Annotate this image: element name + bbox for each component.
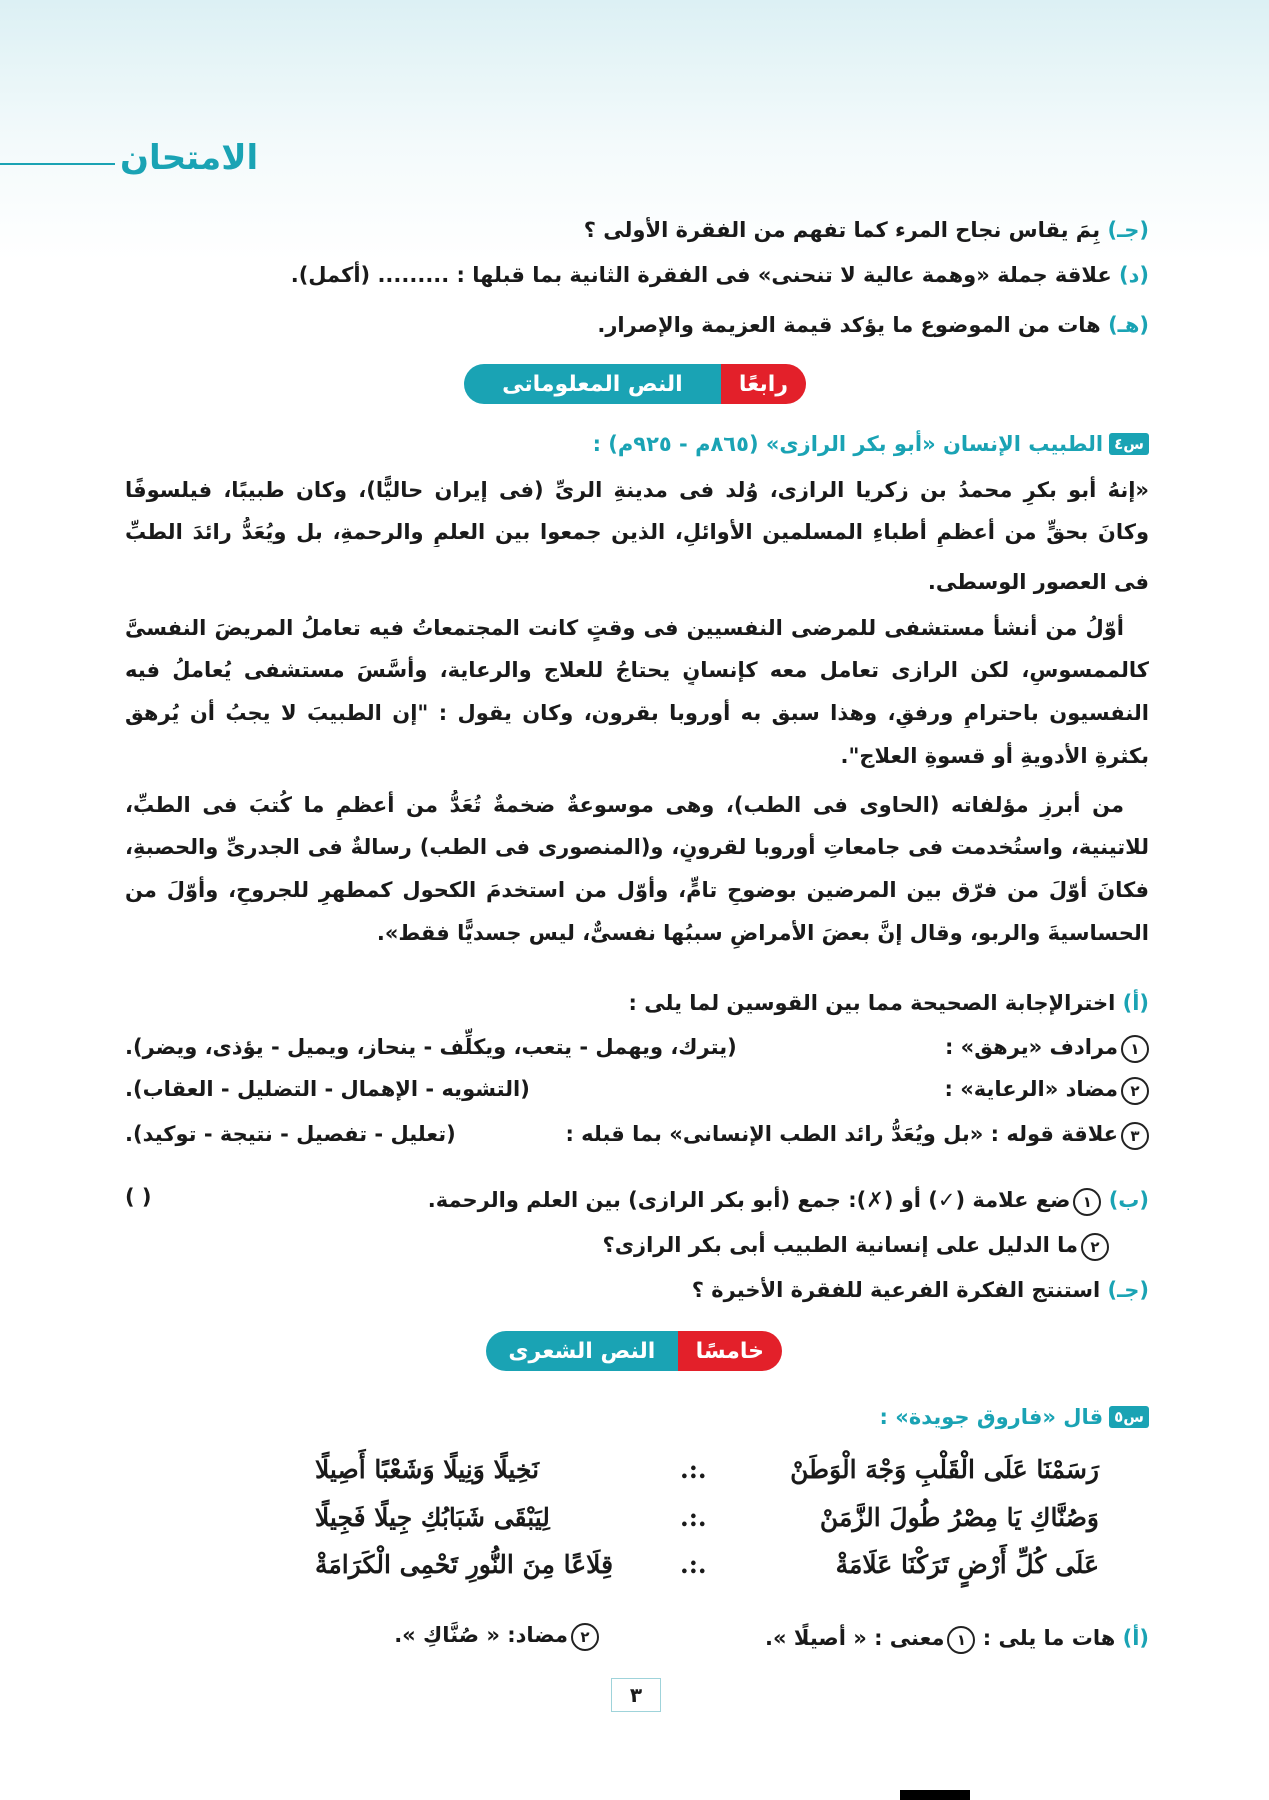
- choice-item-1: [945, 1035, 1149, 1063]
- verse-separator: .:.: [680, 1455, 707, 1484]
- text: هات ما يلى :: [982, 1626, 1116, 1650]
- question-4-heading: [593, 432, 1149, 456]
- section-ordinal: رابعًا: [721, 364, 806, 404]
- question-a: [629, 988, 1149, 1018]
- passage-line: فكانَ أوّلَ من فرّق بين المرضين بوضوحٍ تامٍّ، وأوّل من استخدمَ الكحول كمطهرٍ للجروحِ، وأوّلَ من: [125, 878, 1149, 902]
- choice-item-3: [565, 1122, 1149, 1150]
- text: بِمَ يقاس نجاح المرء كما تفهم من الفقرة الأولى ؟: [583, 218, 1101, 242]
- verse-second-half: لِيَبْقَى شَبَابُكِ جِيلًا فَجِيلًا: [315, 1503, 550, 1532]
- passage-line: فى العصور الوسطى.: [927, 570, 1149, 594]
- prompt: مرادف «يرهق» :: [944, 1035, 1118, 1059]
- choice-options-3: (تعليل - تفصيل - نتيجة - توكيد).: [125, 1122, 456, 1146]
- label: (أ): [1122, 1626, 1149, 1650]
- question-5-a-item-2: [394, 1623, 599, 1651]
- verse-separator: .:.: [680, 1550, 707, 1579]
- label: (د): [1119, 263, 1149, 287]
- label: (هـ): [1108, 313, 1149, 337]
- prompt: مضاد «الرعاية» :: [944, 1077, 1118, 1101]
- label: (أ): [1122, 991, 1149, 1015]
- answer-blank[interactable]: ( ): [125, 1185, 152, 1209]
- number-circle: ٢: [1081, 1233, 1109, 1261]
- section-ordinal: خامسًا: [678, 1331, 782, 1371]
- question-b-2: [603, 1230, 1109, 1261]
- question-5-a: [765, 1623, 1149, 1654]
- prompt: علاقة قوله : «بل ويُعَدُّ رائد الطب الإنسانى» بما قبله :: [565, 1122, 1118, 1146]
- item-2: مضاد: « صُنَّاكِ ».: [394, 1623, 568, 1647]
- text: علاقة جملة «وهمة عالية لا تنحنى» فى الفقرة الثانية بما قبلها : ......... (أكمل).: [290, 263, 1112, 287]
- black-bar: [900, 1790, 970, 1800]
- question-b-1: [428, 1185, 1149, 1216]
- text: ما الدليل على إنسانية الطبيب أبى بكر الرازى؟: [602, 1233, 1078, 1257]
- text: هات من الموضوع ما يؤكد قيمة العزيمة والإصرار.: [597, 313, 1101, 337]
- section-title: النص المعلوماتى: [464, 364, 721, 404]
- passage-line: وكانَ بحقٍّ من أعظمِ أطباءِ المسلمين الأوائلِ، الذين جمعوا بين العلمِ والرحمةِ، بل ويُعَدُّ رائدَ الطبِّ: [125, 520, 1149, 544]
- question-badge: س٤: [1109, 433, 1149, 455]
- prev-question-d: [291, 260, 1149, 290]
- choice-item-2: [944, 1077, 1149, 1105]
- text: ضع علامة (✓) أو (✗): جمع (أبو بكر الرازى) بين العلم والرحمة.: [427, 1188, 1071, 1212]
- number-circle: ١: [1073, 1188, 1101, 1216]
- heading-text: الطبيب الإنسان «أبو بكر الرازى» (٨٦٥م - ٩٢٥م) :: [592, 432, 1104, 456]
- passage-line: للاتينية، واستُخدمت فى جامعاتِ أوروبا لقرونٍ، و(المنصورى فى الطب) رسالةٌ فى الجدرىِّ والحصبةِ،: [125, 835, 1149, 859]
- item-1: معنى : « أصيلًا ».: [765, 1626, 945, 1650]
- number-circle: ١: [1121, 1035, 1149, 1063]
- passage-line: من أبرزِ مؤلفاته (الحاوى فى الطب)، وهى موسوعةٌ ضخمةٌ تُعَدُّ من أعظمِ ما كُتبَ فى الطبِّ،: [125, 793, 1124, 817]
- passage-line: النفسيون باحترامٍ ورفقٍ، وهذا سبق به أوروبا بقرون، وكان يقول : "إن الطبيبَ لا يجبُ أن يُرهق: [125, 701, 1149, 725]
- section-title: النص الشعرى: [486, 1331, 678, 1371]
- text: استنتج الفكرة الفرعية للفقرة الأخيرة ؟: [691, 1278, 1101, 1302]
- passage-line: بكثرةِ الأدويةِ أو قسوةِ العلاج".: [840, 744, 1149, 768]
- section-banner-5: [486, 1331, 782, 1371]
- number-circle: ٢: [1121, 1077, 1149, 1105]
- choice-options-2: (التشويه - الإهمال - التضليل - العقاب).: [125, 1077, 530, 1101]
- passage-line: كالممسوسِ، لكن الرازى تعامل معه كإنسانٍ يحتاجُ للعلاج والرعاية، وأسَّسَ مستشفى يُعاملُ فيه: [125, 658, 1149, 682]
- question-5-heading: [880, 1405, 1149, 1429]
- heading-text: قال «فاروق جويدة» :: [879, 1405, 1104, 1429]
- verse-second-half: نَخِيلًا وَنِيلًا وَشَعْبًا أَصِيلًا: [315, 1455, 540, 1484]
- number-circle: ٢: [571, 1623, 599, 1651]
- passage-line: «إنهُ أبو بكرٍ محمدُ بن زكريا الرازى، وُلد فى مدينةِ الرىِّ (فى إيران حاليًّا)، وكان طبيبًا، فيلسوفًا: [125, 478, 1149, 502]
- text: اخترالإجابة الصحيحة مما بين القوسين لما يلى :: [628, 991, 1116, 1015]
- verse-separator: .:.: [680, 1503, 707, 1532]
- header-rule: [0, 163, 115, 165]
- label: (ب): [1108, 1188, 1149, 1212]
- verse-first-half: عَلَى كُلِّ أَرْضٍ تَرَكْنَا عَلَامَةْ: [835, 1550, 1099, 1579]
- section-banner-4: [464, 364, 806, 404]
- verse-first-half: وَصُنَّاكِ يَا مِصْرُ طُولَ الزَّمَنْ: [819, 1503, 1099, 1532]
- verse-second-half: قِلَاعًا مِنَ النُّورِ تَحْمِى الْكَرَامَةْ: [315, 1550, 614, 1579]
- question-c: [692, 1275, 1149, 1305]
- label: (جـ): [1107, 218, 1149, 242]
- number-circle: ٣: [1121, 1122, 1149, 1150]
- passage-line: أوّلُ من أنشأ مستشفى للمرضى النفسيين فى وقتٍ كانت المجتمعاتُ فيه تعاملُ المريضَ النفسىَّ: [125, 616, 1124, 640]
- number-circle: ١: [947, 1626, 975, 1654]
- passage-line: الحساسيةَ والربو، وقال إنَّ بعضَ الأمراضِ سببُها نفسىٌّ، ليس جسديًّا فقط».: [376, 921, 1149, 945]
- label: (جـ): [1107, 1278, 1149, 1302]
- logo: الامتحان: [120, 138, 259, 178]
- choice-options-1: (يترك، ويهمل - يتعب، ويكلِّف - ينحاز، ويميل - يؤذى، ويضر).: [125, 1035, 737, 1059]
- question-badge: س٥: [1109, 1406, 1149, 1428]
- page-number: ٣: [611, 1678, 661, 1712]
- verse-first-half: رَسَمْنَا عَلَى الْقَلْبِ وَجْهَ الْوَطَنْ: [790, 1455, 1099, 1484]
- prev-question-c: [584, 215, 1149, 245]
- prev-question-e: [597, 310, 1149, 340]
